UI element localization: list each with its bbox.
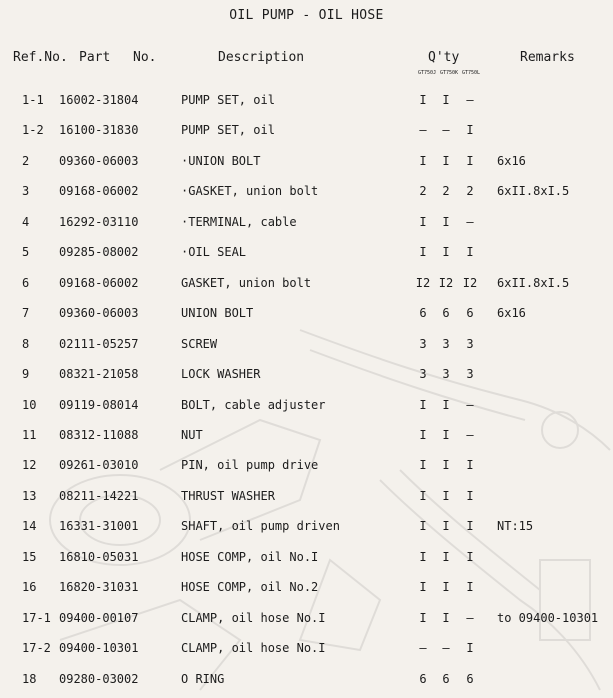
part-no-cell: 09285-08002	[59, 245, 139, 260]
remarks-cell: to 09400-10301	[497, 610, 599, 625]
qty-cell: I	[419, 245, 427, 260]
qty-cell: –	[466, 427, 474, 442]
ref-no-cell: 14	[22, 519, 37, 534]
qty-cell: I	[442, 549, 450, 564]
description-cell: GASKET, union bolt	[181, 275, 312, 290]
part-no-cell: 09400-10301	[59, 641, 139, 656]
description-cell: LOCK WASHER	[181, 367, 261, 382]
description-cell: SHAFT, oil pump driven	[181, 519, 340, 534]
qty-cell: I	[419, 458, 427, 473]
table-row	[0, 245, 613, 265]
description-cell: ·GASKET, union bolt	[181, 184, 319, 199]
table-row	[0, 458, 613, 478]
description-cell: HOSE COMP, oil No.I	[181, 549, 319, 564]
qty-cell: I	[442, 245, 450, 260]
qty-cell: –	[466, 93, 474, 107]
table-row	[0, 550, 613, 570]
part-no-cell: 08211-14221	[59, 488, 139, 503]
ref-no-cell: 18	[22, 671, 37, 686]
ref-no-cell: 17-1	[22, 610, 51, 625]
description-cell: ·TERMINAL, cable	[181, 214, 297, 229]
ref-no-cell: 1-1	[22, 93, 44, 107]
table-row	[0, 398, 613, 418]
model-label: GT750J	[418, 70, 437, 76]
part-no-cell: 09168-06002	[59, 275, 139, 290]
part-no-cell: 09360-06003	[59, 153, 139, 168]
table-row	[0, 580, 613, 600]
part-no-cell: 16292-03110	[59, 214, 139, 229]
remarks-cell: 6x16	[497, 153, 526, 168]
table-row	[0, 154, 613, 174]
ref-no-cell: 8	[22, 336, 30, 351]
qty-cell: 3	[442, 367, 450, 382]
qty-cell: 3	[466, 336, 474, 351]
description-cell: ·UNION BOLT	[181, 153, 261, 168]
remarks-cell: 6xII.8xI.5	[497, 275, 570, 290]
qty-cell: 6	[419, 306, 427, 321]
qty-cell: I	[466, 153, 474, 168]
qty-cell: I	[466, 488, 474, 503]
qty-cell: 3	[442, 336, 450, 351]
description-cell: THRUST WASHER	[181, 488, 275, 503]
qty-cell: I	[466, 245, 474, 260]
remarks-cell: NT:15	[497, 519, 534, 534]
qty-cell: I2	[415, 275, 431, 290]
qty-cell: I	[419, 427, 427, 442]
description-cell: PUMP SET, oil	[181, 123, 275, 138]
ref-no-cell: 9	[22, 367, 30, 382]
description-cell: O RING	[181, 671, 225, 686]
qty-cell: 3	[466, 367, 474, 382]
qty-cell: –	[466, 397, 474, 412]
table-row	[0, 215, 613, 235]
ref-no-cell: 16	[22, 580, 37, 595]
header-no: No.	[133, 50, 157, 65]
qty-cell: 3	[419, 336, 427, 351]
ref-no-cell: 13	[22, 488, 37, 503]
table-row	[0, 184, 613, 204]
table-row	[0, 519, 613, 539]
description-cell: HOSE COMP, oil No.2	[181, 580, 319, 595]
part-no-cell: 09261-03010	[59, 458, 139, 473]
ref-no-cell: 4	[22, 214, 30, 229]
ref-no-cell: 1-2	[22, 123, 44, 138]
qty-cell: I	[466, 519, 474, 534]
qty-cell: I	[442, 93, 450, 107]
table-row	[0, 276, 613, 296]
qty-cell: I	[419, 93, 427, 107]
qty-cell: I	[419, 580, 427, 595]
model-label: GT750L	[462, 70, 481, 76]
part-no-cell: 16002-31804	[59, 93, 139, 107]
part-no-cell: 08312-11088	[59, 427, 139, 442]
remarks-cell: 6x16	[497, 306, 526, 321]
table-row	[0, 306, 613, 326]
qty-cell: I	[419, 397, 427, 412]
table-row	[0, 367, 613, 387]
part-no-cell: 16820-31031	[59, 580, 139, 595]
qty-cell: 2	[466, 184, 474, 199]
table-row	[0, 489, 613, 509]
qty-cell: 6	[442, 671, 450, 686]
ref-no-cell: 11	[22, 427, 37, 442]
qty-cell: I	[442, 427, 450, 442]
qty-cell: 6	[466, 306, 474, 321]
description-cell: SCREW	[181, 336, 218, 351]
qty-cell: I	[419, 519, 427, 534]
qty-cell: I	[442, 580, 450, 595]
description-cell: CLAMP, oil hose No.I	[181, 610, 326, 625]
model-label: GT750K	[440, 70, 459, 76]
ref-no-cell: 5	[22, 245, 30, 260]
qty-cell: I	[419, 214, 427, 229]
qty-cell: I	[442, 610, 450, 625]
ref-no-cell: 15	[22, 549, 37, 564]
header-remarks: Remarks	[520, 50, 575, 65]
part-no-cell: 09280-03002	[59, 671, 139, 686]
ref-no-cell: 6	[22, 275, 30, 290]
qty-cell: –	[466, 214, 474, 229]
qty-cell: I	[466, 580, 474, 595]
part-no-cell: 09119-08014	[59, 397, 139, 412]
qty-cell: –	[442, 641, 450, 656]
part-no-cell: 09168-06002	[59, 184, 139, 199]
part-no-cell: 16331-31001	[59, 519, 139, 534]
header-description: Description	[218, 50, 305, 65]
ref-no-cell: 17-2	[22, 641, 51, 656]
qty-cell: I	[442, 488, 450, 503]
qty-cell: I	[442, 153, 450, 168]
table-row	[0, 93, 613, 113]
qty-cell: I	[466, 123, 474, 138]
part-no-cell: 09400-00107	[59, 610, 139, 625]
qty-cell: I	[419, 488, 427, 503]
qty-cell: I	[419, 153, 427, 168]
part-no-cell: 08321-21058	[59, 367, 139, 382]
description-cell: BOLT, cable adjuster	[181, 397, 326, 412]
part-no-cell: 16100-31830	[59, 123, 139, 138]
qty-cell: I	[442, 214, 450, 229]
qty-cell: I	[419, 549, 427, 564]
description-cell: ·OIL SEAL	[181, 245, 247, 260]
header-qty: Q'ty	[428, 50, 460, 65]
header-ref-no: Ref.No.	[13, 50, 68, 65]
qty-cell: I	[466, 458, 474, 473]
qty-cell: –	[419, 123, 427, 138]
qty-cell: I	[442, 519, 450, 534]
table-row	[0, 611, 613, 631]
table-row	[0, 641, 613, 661]
qty-cell: I2	[438, 275, 454, 290]
description-cell: NUT	[181, 427, 203, 442]
part-no-cell: 16810-05031	[59, 549, 139, 564]
header-part: Part	[79, 50, 111, 65]
qty-cell: I2	[462, 275, 478, 290]
qty-cell: 6	[442, 306, 450, 321]
description-cell: UNION BOLT	[181, 306, 254, 321]
ref-no-cell: 10	[22, 397, 37, 412]
description-cell: PUMP SET, oil	[181, 93, 275, 107]
page-title: OIL PUMP - OIL HOSE	[229, 8, 384, 23]
qty-cell: –	[466, 610, 474, 625]
table-row	[0, 123, 613, 143]
ref-no-cell: 7	[22, 306, 30, 321]
qty-cell: I	[466, 549, 474, 564]
qty-cell: 3	[419, 367, 427, 382]
qty-cell: 2	[442, 184, 450, 199]
table-row	[0, 672, 613, 692]
qty-cell: I	[442, 397, 450, 412]
qty-cell: I	[466, 641, 474, 656]
table-row	[0, 428, 613, 448]
table-row	[0, 337, 613, 357]
description-cell: PIN, oil pump drive	[181, 458, 319, 473]
remarks-cell: 6xII.8xI.5	[497, 184, 570, 199]
part-no-cell: 09360-06003	[59, 306, 139, 321]
part-no-cell: 02111-05257	[59, 336, 139, 351]
ref-no-cell: 12	[22, 458, 37, 473]
qty-cell: I	[419, 610, 427, 625]
qty-cell: 2	[419, 184, 427, 199]
qty-cell: I	[442, 458, 450, 473]
ref-no-cell: 2	[22, 153, 30, 168]
ref-no-cell: 3	[22, 184, 30, 199]
description-cell: CLAMP, oil hose No.I	[181, 641, 326, 656]
qty-cell: 6	[466, 671, 474, 686]
qty-cell: –	[442, 123, 450, 138]
qty-cell: –	[419, 641, 427, 656]
qty-cell: 6	[419, 671, 427, 686]
